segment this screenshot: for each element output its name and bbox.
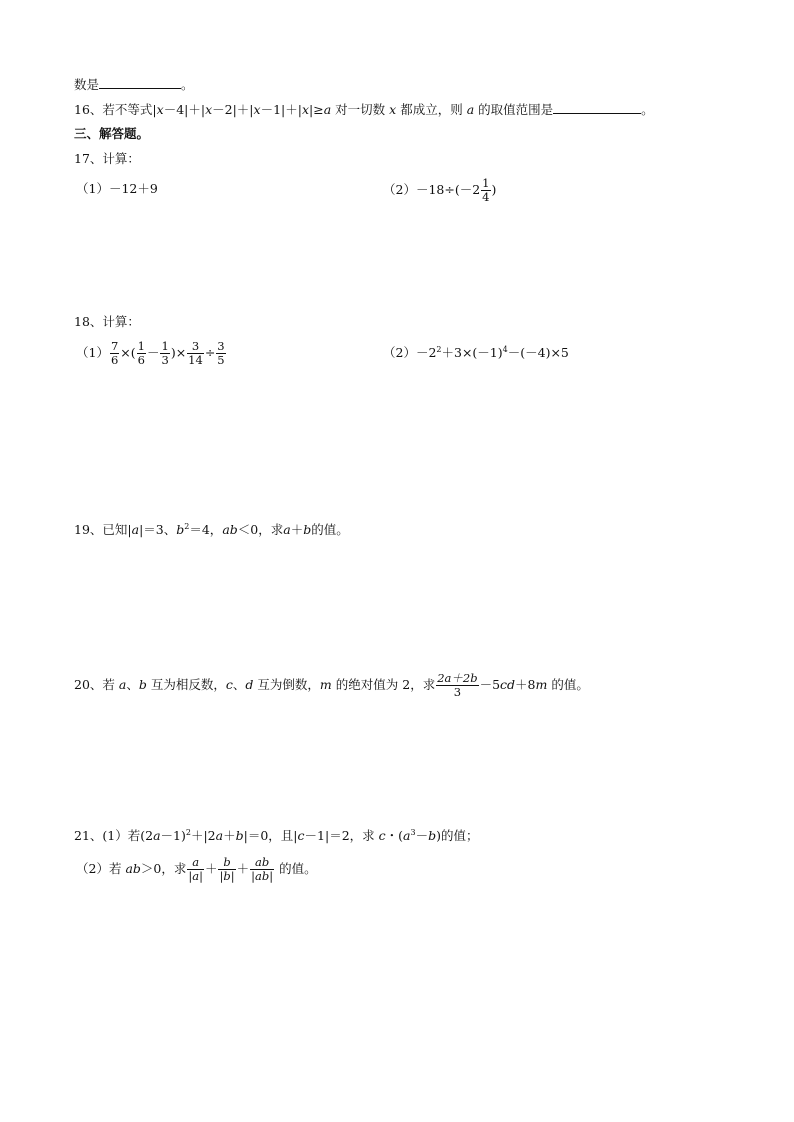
q21-text: －1|＝2，求 bbox=[304, 828, 375, 843]
q18-frac-2: $\frac{1}{6}$ bbox=[137, 339, 145, 367]
q20-fraction: $\frac{2a+2b}{3}$ bbox=[437, 671, 478, 699]
q21-text: ・( bbox=[385, 828, 404, 843]
q21-text: （2）若 bbox=[76, 861, 122, 876]
q18-part2 bbox=[383, 344, 569, 362]
q16-text: |≥ bbox=[309, 102, 324, 117]
q21-text: ＋ bbox=[223, 828, 236, 843]
q20-var: d bbox=[245, 677, 254, 692]
q16-end: 。 bbox=[641, 102, 654, 117]
q16-var: x bbox=[389, 102, 397, 117]
q21-text: ＞0，求 bbox=[140, 861, 187, 876]
q21-var: c bbox=[297, 828, 305, 843]
q18-frac-4: $\frac{3}{14}$ bbox=[188, 339, 203, 367]
q18-p1-label: （1） bbox=[76, 345, 109, 360]
question-21-part2 bbox=[76, 853, 317, 885]
q20-var: b bbox=[138, 677, 147, 692]
q19-exp: 2 bbox=[184, 522, 190, 531]
q20-var: m bbox=[535, 677, 548, 692]
q20-text: 、 bbox=[126, 677, 139, 692]
q19-var: ab bbox=[222, 522, 238, 537]
q19-text: ＝4， bbox=[189, 522, 223, 537]
q16-var: a bbox=[323, 102, 332, 117]
q15-answer-blank[interactable] bbox=[99, 76, 181, 89]
q18-op: ×( bbox=[120, 345, 136, 360]
q16-var: x bbox=[253, 102, 261, 117]
question-20 bbox=[74, 670, 589, 700]
q19-var: a bbox=[283, 522, 291, 537]
q19-text: 19、已知| bbox=[74, 522, 132, 537]
q18-op: － bbox=[146, 345, 160, 360]
q18-frac-3: $\frac{1}{3}$ bbox=[161, 339, 169, 367]
q19-var: b bbox=[303, 522, 312, 537]
q18-frac-5: $\frac{3}{5}$ bbox=[217, 339, 225, 367]
q16-var: x bbox=[156, 102, 164, 117]
q16-text: 都成立，则 bbox=[400, 102, 463, 117]
q19-text: 的值。 bbox=[311, 522, 349, 537]
q21-op: ＋ bbox=[204, 861, 218, 876]
q16-text: －1|＋| bbox=[260, 102, 302, 117]
q21-var: a bbox=[403, 828, 411, 843]
q21-var: a bbox=[153, 828, 161, 843]
q20-text: 的值。 bbox=[551, 677, 589, 692]
q19-text: ＋ bbox=[290, 522, 304, 537]
q15-text: 数是 bbox=[74, 77, 100, 92]
q16-var: x bbox=[205, 102, 213, 117]
q20-text: 互为倒数， bbox=[257, 677, 320, 692]
q16-text: －2|＋| bbox=[212, 102, 254, 117]
q17-title: 17、计算： bbox=[74, 151, 140, 166]
q18-frac-1: $\frac{7}{6}$ bbox=[110, 339, 119, 367]
q21-text: |＝0，且| bbox=[243, 828, 298, 843]
q20-var: a bbox=[118, 677, 127, 692]
q17-p2-close: ) bbox=[491, 182, 497, 197]
q20-text: 20、若 bbox=[74, 677, 115, 692]
q21-var: ab bbox=[125, 861, 141, 876]
q18-p2-text: （2）－2 bbox=[383, 345, 437, 360]
q21-text: ＋|2 bbox=[190, 828, 216, 843]
q21-exp: 3 bbox=[410, 828, 416, 837]
q15-end: 。 bbox=[181, 77, 194, 92]
q20-text: 、 bbox=[232, 677, 246, 692]
q21-text: － bbox=[415, 828, 429, 843]
question-19 bbox=[74, 521, 349, 539]
q17-p2-fraction: $\frac{1}{4}$ bbox=[482, 176, 490, 204]
section-3-title: 三、解答题。 bbox=[74, 126, 150, 141]
q16-text: 对一切数 bbox=[335, 102, 386, 117]
q19-text: |＝3、 bbox=[139, 522, 177, 537]
q17-part2 bbox=[383, 175, 496, 205]
q19-var: a bbox=[131, 522, 140, 537]
q18-p2-exp: 2 bbox=[436, 345, 442, 354]
q21-var: a bbox=[215, 828, 224, 843]
q16-text: 的取值范围是 bbox=[478, 102, 554, 117]
q21-text: 21、(1）若(2 bbox=[74, 828, 154, 843]
q18-title: 18、计算： bbox=[74, 314, 140, 329]
q16-answer-blank[interactable] bbox=[553, 101, 641, 114]
q21-text: －1) bbox=[160, 828, 186, 843]
q20-var: cd bbox=[500, 677, 516, 692]
q21-frac-3: $\frac{ab}{|ab|}$ bbox=[251, 855, 274, 883]
q20-text: 的绝对值为 2，求 bbox=[335, 677, 436, 692]
q18-p2-text: －(－4)×5 bbox=[507, 345, 569, 360]
q15-tail bbox=[74, 76, 194, 94]
q20-text: ＋8 bbox=[515, 677, 536, 692]
q20-text: －5 bbox=[479, 677, 501, 692]
q16-var: x bbox=[301, 102, 310, 117]
q19-text: ＜0，求 bbox=[237, 522, 284, 537]
q21-text: 的值。 bbox=[279, 861, 317, 876]
q21-frac-2: $\frac{b}{|b|}$ bbox=[219, 855, 235, 883]
question-21-part1 bbox=[74, 827, 479, 845]
q18-p2-text: ＋3×(－1) bbox=[441, 345, 503, 360]
question-16 bbox=[74, 101, 654, 119]
q21-var: c bbox=[378, 828, 386, 843]
q18-op: )× bbox=[170, 345, 187, 360]
q21-var: b bbox=[235, 828, 244, 843]
q19-var: b bbox=[176, 522, 185, 537]
q21-text: )的值； bbox=[436, 828, 479, 843]
q20-var: m bbox=[319, 677, 332, 692]
q16-text: 16、若不等式| bbox=[74, 102, 157, 117]
q18-op: ÷ bbox=[204, 345, 216, 360]
q17-part1: （1）－12＋9 bbox=[76, 181, 158, 196]
q20-text: 互为相反数， bbox=[150, 677, 226, 692]
q18-part1 bbox=[76, 338, 227, 368]
q16-text: －4|＋| bbox=[163, 102, 206, 117]
q18-p2-exp: 4 bbox=[502, 345, 508, 354]
q17-p2-text: （2）－18÷(－2 bbox=[383, 182, 481, 197]
q21-exp: 2 bbox=[185, 828, 191, 837]
q21-var: b bbox=[428, 828, 437, 843]
q21-frac-1: $\frac{a}{|a|}$ bbox=[188, 855, 203, 883]
q16-var: a bbox=[466, 102, 475, 117]
q21-op: ＋ bbox=[236, 861, 250, 876]
q20-var: c bbox=[225, 677, 233, 692]
